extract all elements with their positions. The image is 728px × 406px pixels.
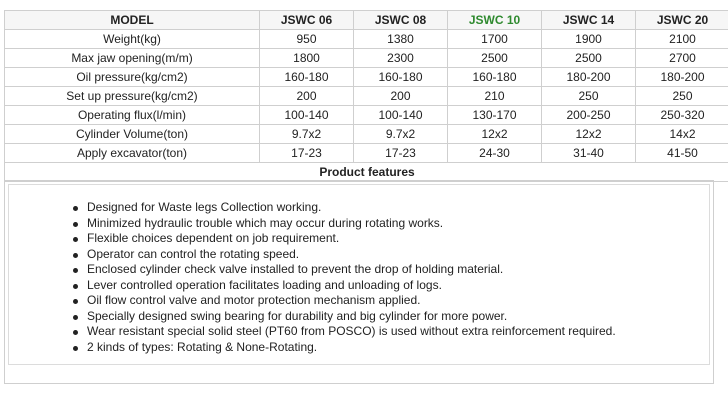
cell: 160-180 [354, 68, 448, 87]
bullet-icon [73, 330, 78, 335]
row-label: Weight(kg) [5, 30, 260, 49]
cell: 160-180 [448, 68, 542, 87]
cell: 950 [260, 30, 354, 49]
cell: 9.7x2 [354, 125, 448, 144]
bullet-icon [73, 222, 78, 227]
table-row [5, 49, 728, 68]
bullet-icon [73, 284, 78, 289]
cell: 9.7x2 [260, 125, 354, 144]
cell: 12x2 [448, 125, 542, 144]
cell: 14x2 [636, 125, 728, 144]
model-jswc14: JSWC 14 [542, 11, 636, 30]
cell: 1900 [542, 30, 636, 49]
row-label: Set up pressure(kg/cm2) [5, 87, 260, 106]
cell: 24-30 [448, 144, 542, 163]
cell: 2700 [636, 49, 728, 68]
row-label: Max jaw opening(m/m) [5, 49, 260, 68]
list-item [71, 262, 616, 278]
feature-text: Lever controlled operation facilitates loading and unloading of logs. [87, 277, 442, 292]
list-item [71, 324, 616, 340]
list-item [71, 340, 616, 356]
cell: 17-23 [354, 144, 448, 163]
cell: 12x2 [542, 125, 636, 144]
spec-table [4, 10, 728, 182]
feature-text: Enclosed cylinder check valve installed to prevent the drop of holding material. [87, 262, 504, 276]
feature-text: Wear resistant special solid steel (PT60 from POSCO) is used without extra reinforcement required. [87, 324, 616, 338]
bullet-icon [73, 237, 78, 242]
feature-text: Flexible choices dependent on job requirement. [87, 231, 340, 245]
features-box [4, 180, 714, 384]
cell: 200 [260, 87, 354, 106]
cell: 31-40 [542, 144, 636, 163]
features-title-row [5, 163, 728, 182]
cell: 210 [448, 87, 542, 106]
cell: 2300 [354, 49, 448, 68]
cell: 1700 [448, 30, 542, 49]
model-jswc06: JSWC 06 [260, 11, 354, 30]
cell: 1800 [260, 49, 354, 68]
features-list [71, 200, 616, 355]
features-title: Product features [5, 163, 728, 182]
table-row [5, 30, 728, 49]
row-label: Operating flux(l/min) [5, 106, 260, 125]
model-jswc08: JSWC 08 [354, 11, 448, 30]
cell: 200-250 [542, 106, 636, 125]
cell: 250-320 [636, 106, 728, 125]
table-row [5, 125, 728, 144]
cell: 160-180 [260, 68, 354, 87]
table-row [5, 68, 728, 87]
features-inner-box [8, 184, 710, 365]
row-label: Cylinder Volume(ton) [5, 125, 260, 144]
cell: 17-23 [260, 144, 354, 163]
bullet-icon [73, 299, 78, 304]
cell: 130-170 [448, 106, 542, 125]
list-item [71, 216, 616, 232]
feature-text: Oil flow control valve and motor protection mechanism applied. [87, 293, 421, 307]
header-row [5, 11, 728, 30]
cell: 2500 [448, 49, 542, 68]
cell: 2500 [542, 49, 636, 68]
cell: 100-140 [354, 106, 448, 125]
cell: 180-200 [636, 68, 728, 87]
cell: 2100 [636, 30, 728, 49]
feature-text: 2 kinds of types: Rotating & None-Rotating. [87, 339, 318, 354]
cell: 180-200 [542, 68, 636, 87]
feature-text: Minimized hydraulic trouble which may occur during rotating works. [87, 215, 444, 230]
cell: 250 [542, 87, 636, 106]
model-header: MODEL [5, 11, 260, 30]
cell: 41-50 [636, 144, 728, 163]
list-item [71, 278, 616, 294]
list-item [71, 231, 616, 247]
list-item [71, 309, 616, 325]
model-jswc10: JSWC 10 [448, 11, 542, 30]
table-row [5, 144, 728, 163]
list-item [71, 293, 616, 309]
bullet-icon [73, 315, 78, 320]
row-label: Oil pressure(kg/cm2) [5, 68, 260, 87]
feature-text: Designed for Waste legs Collection working. [87, 200, 322, 214]
bullet-icon [73, 346, 78, 351]
cell: 100-140 [260, 106, 354, 125]
bullet-icon [73, 206, 78, 211]
table-row [5, 106, 728, 125]
cell: 1380 [354, 30, 448, 49]
row-label: Apply excavator(ton) [5, 144, 260, 163]
cell: 250 [636, 87, 728, 106]
feature-text: Specially designed swing bearing for durability and big cylinder for more power. [87, 308, 508, 323]
feature-text: Operator can control the rotating speed. [87, 246, 300, 261]
table-row [5, 87, 728, 106]
spec-table-container [4, 10, 724, 182]
bullet-icon [73, 268, 78, 273]
bullet-icon [73, 253, 78, 258]
model-jswc20: JSWC 20 [636, 11, 728, 30]
list-item [71, 247, 616, 263]
list-item [71, 200, 616, 216]
cell: 200 [354, 87, 448, 106]
